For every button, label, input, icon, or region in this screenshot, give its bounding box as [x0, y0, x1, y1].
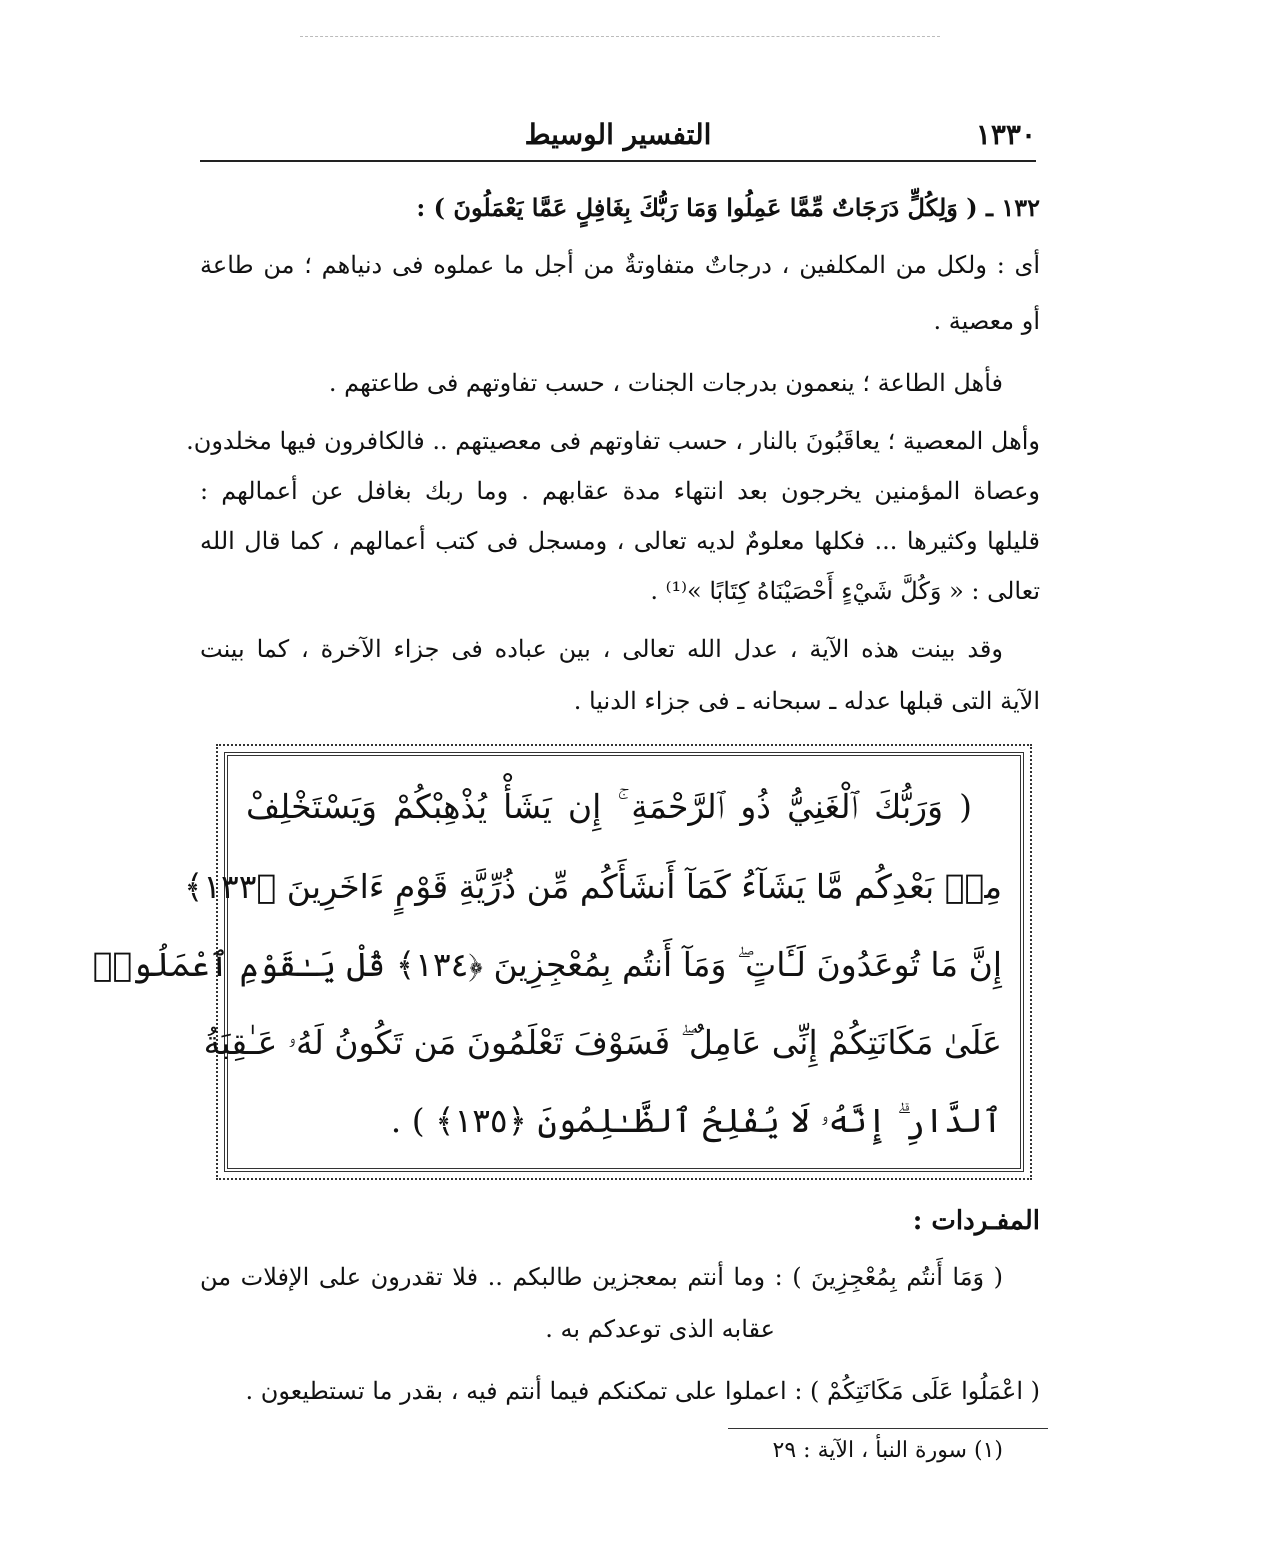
verse-line: ( وَرَبُّكَ ٱلْغَنِيُّ ذُو ٱلرَّحْمَةِ ۚ إِن يَشَأْ يُذْهِبْكُمْ وَيَسْتَخْلِفْ: [246, 787, 972, 826]
vocab-line: عقابه الذى توعدكم به .: [545, 1315, 775, 1343]
verse-132-line: ١٣٢ ـ ( وَلِكُلٍّ دَرَجَاتٌ مِّمَّا عَمِلُوا وَمَا رَبُّكَ بِغَافِلٍ عَمَّا يَعْمَلُونَ ) :: [416, 193, 1040, 222]
vocab-line: ( وَمَا أَنتُم بِمُعْجِزِينَ ) : وما أنتم بمعجزين طالبكم .. فلا تقدرون على الإفلات من: [200, 1263, 1003, 1291]
quran-verse-frame: [92, 744, 1032, 1180]
commentary-line: أو معصية .: [933, 307, 1040, 335]
footnote-rule: [728, 1428, 1048, 1429]
commentary-line: فأهل الطاعة ؛ ينعمون بدرجات الجنات ، حسب تفاوتهم فى طاعتهم .: [328, 369, 1003, 397]
commentary-line: وأهل المعصية ؛ يعاقَبُونَ بالنار ، حسب تفاوتهم فى معصيتهم .. فالكافرون فيها مخلدون.: [186, 427, 1040, 455]
commentary-line: الآية التى قبلها عدله ـ سبحانه ـ فى جزاء الدنيا .: [573, 687, 1040, 715]
commentary-line: تعالى : « وَكُلَّ شَيْءٍ أَحْصَيْنَاهُ كِتَابًا »⁽¹⁾ .: [650, 577, 1040, 605]
commentary-line: وقد بينت هذه الآية ، عدل الله تعالى ، بين عباده فى جزاء الآخرة ، كما بينت: [200, 635, 1003, 663]
vocab-heading: المفـردات :: [912, 1206, 1040, 1236]
running-header: [200, 112, 1036, 162]
verse-line: عَلَىٰ مَكَانَتِكُمْ إِنِّى عَامِلٌ ۖ فَسَوْفَ تَعْلَمُونَ مَن تَكُونُ لَهُۥ عَـٰقِبَةُ: [203, 1023, 1002, 1062]
top-rule: [300, 36, 940, 37]
commentary-line: قليلها وكثيرها ... فكلها معلومٌ لديه تعالى ، ومسجل فى كتب أعمالهم ، كما قال الله: [200, 527, 1040, 555]
vocab-line: ( اعْمَلُوا عَلَى مَكَانَتِكُمْ ) : اعملوا على تمكنكم فيما أنتم فيه ، بقدر ما تستطيعون .: [245, 1377, 1040, 1405]
footnote: (١) سورة النبأ ، الآية : ٢٩: [772, 1438, 1003, 1463]
verse-line: إِنَّ مَا تُوعَدُونَ لَـَٔاتٍ ۖ وَمَآ أَنتُم بِمُعْجِزِينَ ﴿١٣٤﴾ قُلْ يَـٰقَوْمِ ٱعْمَلُوا۟: [92, 945, 1002, 984]
verse-line: مِنۢ بَعْدِكُم مَّا يَشَآءُ كَمَآ أَنشَأَكُم مِّن ذُرِّيَّةِ قَوْمٍ ءَاخَرِينَ ﴿١٣٣﴾: [183, 867, 1002, 906]
commentary-line: وعصاة المؤمنين يخرجون بعد انتهاء مدة عقابهم . وما ربك بغافل عن أعمالهم :: [200, 477, 1041, 505]
book-title: التفسير الوسيط: [524, 118, 712, 151]
page-number: ١٣٣٠: [975, 118, 1036, 151]
commentary-line: أى : ولكل من المكلفين ، درجاتٌ متفاوتةٌ من أجل ما عملوه فى دنياهم ؛ من طاعة: [200, 251, 1040, 279]
verse-line: ٱلدَّارِ ۗ إِنَّهُۥ لَا يُفْلِحُ ٱلظَّـٰلِمُونَ ﴿١٣٥﴾ ) .: [390, 1101, 1002, 1140]
